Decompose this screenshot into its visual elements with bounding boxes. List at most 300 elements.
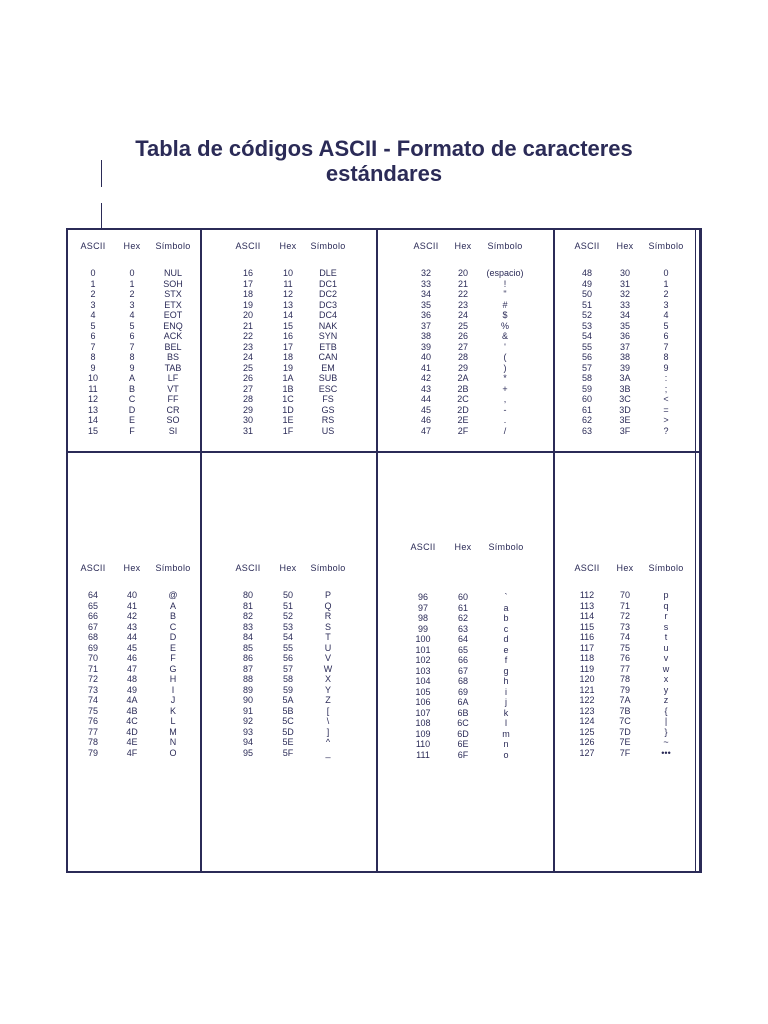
column-header-ascii-code: ASCII (574, 563, 600, 573)
hex-code-cell: 16 (282, 331, 293, 341)
symbol-cell: DC1 (318, 278, 337, 289)
margin-mark-top (101, 160, 102, 187)
symbol-cell: ' (504, 341, 506, 352)
ascii-code-cell: 10 (87, 373, 98, 383)
column-symbol (298, 590, 358, 758)
hex-code-cell: 66 (457, 655, 468, 665)
hex-code-cell: 10 (282, 268, 293, 278)
symbol-cell: s (663, 621, 669, 632)
hex-code-cell: 3B (619, 383, 631, 394)
column-header-hex-code: Hex (616, 563, 634, 573)
ascii-code-cell: 42 (420, 373, 431, 383)
symbol-cell: SOH (163, 278, 183, 289)
column-header-ascii-code: ASCII (574, 241, 600, 251)
ascii-code-cell: 101 (415, 644, 431, 655)
column-header-hex-code: Hex (279, 563, 297, 573)
ascii-code-cell: 22 (242, 331, 253, 341)
hex-code-cell: 68 (457, 676, 468, 686)
column-header-ascii-code: ASCII (80, 563, 106, 573)
ascii-code-cell: 11 (88, 383, 98, 394)
symbol-cell: 1 (663, 278, 669, 289)
symbol-cell: $ (502, 310, 508, 320)
ascii-code-cell: 53 (581, 320, 592, 331)
symbol-cell: * (503, 373, 507, 383)
ascii-code-cell: 16 (242, 268, 253, 278)
ascii-code-cell: 5 (90, 320, 96, 331)
symbol-cell: W (323, 663, 333, 674)
ascii-code-cell: 80 (242, 590, 253, 600)
column-header-symbol: Símbolo (310, 563, 346, 573)
symbol-cell: w (662, 663, 670, 674)
symbol-cell: Y (324, 684, 331, 695)
symbol-cell: 9 (663, 362, 669, 373)
symbol-cell: DC4 (318, 310, 337, 320)
ascii-code-cell: 41 (420, 362, 431, 373)
ascii-code-cell: 93 (242, 726, 253, 737)
hex-code-cell: C (128, 394, 136, 404)
ascii-code-cell: 7 (90, 341, 96, 352)
symbol-cell: 5 (663, 320, 669, 331)
symbol-cell: VT (167, 383, 179, 394)
hex-code-cell: 13 (282, 299, 293, 310)
hex-code-cell: 41 (126, 600, 137, 611)
symbol-cell: } (664, 726, 668, 737)
symbol-cell: 7 (663, 341, 669, 352)
hex-code-cell: 18 (282, 352, 293, 362)
ascii-code-cell: 61 (581, 404, 592, 415)
symbol-cell: SUB (318, 373, 338, 383)
symbol-cell: r (664, 611, 668, 621)
column-header-symbol: Símbolo (310, 241, 346, 251)
symbol-cell: ••• (661, 747, 671, 758)
ascii-code-cell: 40 (420, 352, 431, 362)
table-col-divider-2 (376, 228, 378, 873)
hex-code-cell: 11 (283, 278, 293, 289)
ascii-code-cell: 52 (581, 310, 592, 320)
ascii-code-cell: 127 (579, 747, 595, 758)
hex-code-cell: 50 (282, 590, 293, 600)
ascii-code-cell: 119 (579, 663, 595, 674)
ascii-code-cell: 115 (579, 621, 595, 632)
ascii-code-cell: 85 (242, 642, 253, 653)
hex-code-cell: 4E (126, 737, 138, 747)
symbol-cell: CR (166, 404, 180, 415)
symbol-cell: US (321, 425, 335, 436)
ascii-code-cell: 104 (415, 676, 431, 686)
symbol-cell: T (325, 632, 331, 642)
ascii-code-cell: 13 (87, 404, 98, 415)
column-symbol (298, 268, 358, 436)
symbol-cell: " (503, 289, 507, 299)
symbol-cell: ENQ (163, 320, 183, 331)
hex-code-cell: A (128, 373, 135, 383)
hex-code-cell: 22 (457, 289, 468, 299)
symbol-cell: b (503, 613, 509, 623)
hex-code-cell: 24 (457, 310, 468, 320)
ascii-code-cell: 54 (581, 331, 592, 341)
symbol-cell: C (169, 621, 177, 632)
column-header-symbol: Símbolo (155, 563, 191, 573)
ascii-code-cell: 95 (242, 747, 253, 758)
hex-code-cell: 29 (457, 362, 468, 373)
symbol-cell: ? (663, 425, 669, 436)
hex-code-cell: 33 (619, 299, 630, 310)
hex-code-cell: 3D (619, 404, 631, 415)
ascii-code-cell: 77 (87, 726, 98, 737)
ascii-code-cell: 28 (242, 394, 253, 404)
hex-code-cell: 77 (619, 663, 630, 674)
symbol-cell: ] (326, 726, 330, 737)
hex-code-cell: 5A (282, 695, 294, 705)
ascii-code-cell: 68 (87, 632, 98, 642)
hex-code-cell: 5F (282, 747, 294, 758)
symbol-cell: S (324, 621, 331, 632)
hex-code-cell: 21 (457, 278, 468, 289)
ascii-code-cell: 86 (242, 653, 253, 663)
column-header-hex-code: Hex (123, 563, 141, 573)
hex-code-cell: 4F (126, 747, 138, 758)
hex-code-cell: 57 (282, 663, 293, 674)
ascii-code-cell: 32 (420, 268, 431, 278)
column-symbol (636, 268, 696, 436)
symbol-cell: J (170, 695, 176, 705)
hex-code-cell: 26 (457, 331, 468, 341)
hex-code-cell: 1D (282, 404, 294, 415)
hex-code-cell: 58 (282, 674, 293, 684)
symbol-cell: M (169, 726, 177, 737)
hex-code-cell: 6D (457, 728, 469, 739)
ascii-code-cell: 65 (87, 600, 98, 611)
hex-code-cell: 37 (619, 341, 630, 352)
symbol-cell: a (503, 602, 509, 613)
symbol-cell: m (502, 728, 510, 739)
ascii-code-cell: 109 (415, 728, 431, 739)
hex-code-cell: 17 (282, 341, 293, 352)
ascii-code-cell: 44 (420, 394, 431, 404)
ascii-code-cell: 71 (87, 663, 98, 674)
symbol-cell: Z (325, 695, 331, 705)
symbol-cell: R (324, 611, 332, 621)
ascii-code-cell: 87 (242, 663, 253, 674)
symbol-cell: o (503, 749, 509, 760)
symbol-cell: FS (322, 394, 334, 404)
hex-code-cell: 7 (129, 341, 135, 352)
hex-code-cell: 54 (282, 632, 293, 642)
hex-code-cell: 2F (457, 425, 469, 436)
ascii-code-cell: 76 (87, 716, 98, 726)
ascii-code-cell: 69 (87, 642, 98, 653)
hex-code-cell: 31 (619, 278, 630, 289)
symbol-cell: ` (504, 592, 508, 602)
hex-code-cell: 12 (282, 289, 293, 299)
symbol-cell: ACK (163, 331, 183, 341)
symbol-cell: 8 (663, 352, 669, 362)
symbol-cell: H (169, 674, 177, 684)
symbol-cell: LF (167, 373, 179, 383)
hex-code-cell: 1B (282, 383, 294, 394)
ascii-code-cell: 23 (242, 341, 253, 352)
hex-code-cell: 52 (282, 611, 293, 621)
ascii-code-cell: 78 (87, 737, 98, 747)
hex-code-cell: 59 (282, 684, 293, 695)
hex-code-cell: 8 (129, 352, 135, 362)
symbol-cell: + (502, 383, 508, 394)
hex-code-cell: 78 (619, 674, 630, 684)
hex-code-cell: 74 (619, 632, 630, 642)
hex-code-cell: 39 (619, 362, 630, 373)
ascii-code-cell: 46 (420, 415, 431, 425)
column-header-hex-code: Hex (279, 241, 297, 251)
ascii-code-cell: 19 (242, 299, 253, 310)
ascii-code-cell: 81 (242, 600, 253, 611)
symbol-cell: v (663, 653, 669, 663)
symbol-cell: , (503, 394, 507, 404)
symbol-cell: L (170, 716, 176, 726)
hex-code-cell: 62 (457, 613, 468, 623)
symbol-cell: SYN (318, 331, 338, 341)
hex-code-cell: 0 (129, 268, 135, 278)
hex-code-cell: 3C (619, 394, 631, 404)
column-header-ascii-code: ASCII (235, 563, 261, 573)
hex-code-cell: 25 (457, 320, 468, 331)
symbol-cell: 3 (663, 299, 669, 310)
hex-code-cell: 1A (282, 373, 294, 383)
hex-code-cell: 6A (457, 697, 469, 707)
ascii-code-cell: 103 (415, 665, 431, 676)
symbol-cell: O (169, 747, 177, 758)
hex-code-cell: 5E (282, 737, 294, 747)
symbol-cell: DLE (319, 268, 337, 278)
symbol-cell: ^ (325, 737, 331, 747)
symbol-cell: I (171, 684, 175, 695)
hex-code-cell: 70 (619, 590, 630, 600)
ascii-code-cell: 38 (420, 331, 431, 341)
symbol-cell: EOT (163, 310, 183, 320)
hex-code-cell: 35 (619, 320, 630, 331)
ascii-code-cell: 117 (579, 642, 595, 653)
hex-code-cell: 4C (126, 716, 138, 726)
symbol-cell: GS (321, 404, 335, 415)
table-row-divider (66, 451, 702, 453)
symbol-cell: B (169, 611, 176, 621)
hex-code-cell: 75 (619, 642, 630, 653)
hex-code-cell: 42 (126, 611, 137, 621)
table-border-right (699, 228, 702, 873)
hex-code-cell: 65 (457, 644, 468, 655)
column-header-ascii-code: ASCII (410, 542, 436, 552)
hex-code-cell: E (128, 415, 135, 425)
ascii-code-cell: 14 (87, 415, 98, 425)
hex-code-cell: 1E (282, 415, 294, 425)
hex-code-cell: 63 (457, 623, 468, 634)
ascii-code-cell: 64 (87, 590, 98, 600)
column-header-symbol: Símbolo (155, 241, 191, 251)
symbol-cell: | (664, 716, 668, 726)
hex-code-cell: 44 (126, 632, 137, 642)
symbol-cell: e (503, 644, 509, 655)
ascii-code-cell: 83 (242, 621, 253, 632)
ascii-code-cell: 39 (420, 341, 431, 352)
table-border-bottom (66, 871, 702, 873)
ascii-code-cell: 35 (420, 299, 431, 310)
hex-code-cell: 4B (126, 705, 138, 716)
symbol-cell: f (504, 655, 508, 665)
symbol-cell: - (503, 404, 507, 415)
hex-code-cell: 40 (126, 590, 137, 600)
ascii-code-cell: 122 (579, 695, 595, 705)
symbol-cell: h (503, 676, 509, 686)
hex-code-cell: 30 (619, 268, 630, 278)
ascii-code-cell: 2 (90, 289, 96, 299)
symbol-cell: Q (324, 600, 332, 611)
ascii-code-cell: 48 (581, 268, 592, 278)
hex-code-cell: 2 (129, 289, 135, 299)
symbol-cell: V (324, 653, 331, 663)
hex-code-cell: 15 (282, 320, 293, 331)
hex-code-cell: 51 (282, 600, 293, 611)
symbol-cell: n (503, 739, 509, 749)
column-header-ascii-code: ASCII (80, 241, 106, 251)
symbol-cell: ETX (164, 299, 182, 310)
ascii-code-cell: 0 (90, 268, 96, 278)
ascii-code-cell: 125 (579, 726, 595, 737)
ascii-code-cell: 106 (415, 697, 431, 707)
ascii-code-cell: 89 (242, 684, 253, 695)
symbol-cell: SO (166, 415, 180, 425)
symbol-cell: \ (326, 716, 330, 726)
hex-code-cell: F (129, 425, 135, 436)
hex-code-cell: 45 (126, 642, 137, 653)
hex-code-cell: 2E (457, 415, 469, 425)
symbol-cell: TAB (164, 362, 182, 373)
column-header-ascii-code: ASCII (413, 241, 439, 251)
symbol-cell: z (663, 695, 669, 705)
ascii-code-cell: 112 (579, 590, 595, 600)
page-title (0, 136, 768, 186)
symbol-cell: c (503, 623, 509, 634)
ascii-code-cell: 91 (242, 705, 253, 716)
ascii-code-cell: 8 (90, 352, 96, 362)
hex-code-cell: 2C (457, 394, 469, 404)
column-header-symbol: Símbolo (648, 241, 684, 251)
symbol-cell: N (169, 737, 177, 747)
hex-code-cell: 47 (126, 663, 137, 674)
symbol-cell: # (502, 299, 508, 310)
symbol-cell: F (170, 653, 176, 663)
hex-code-cell: 6E (457, 739, 469, 749)
symbol-cell: < (663, 394, 669, 404)
hex-code-cell: 20 (457, 268, 468, 278)
symbol-cell: y (663, 684, 669, 695)
table-border-top (66, 228, 702, 230)
hex-code-cell: 61 (457, 602, 468, 613)
symbol-cell: CAN (318, 352, 338, 362)
ascii-code-cell: 98 (417, 613, 428, 623)
hex-code-cell: 79 (619, 684, 630, 695)
hex-code-cell: 56 (282, 653, 293, 663)
hex-code-cell: 32 (619, 289, 630, 299)
hex-code-cell: 4A (126, 695, 138, 705)
column-header-hex-code: Hex (616, 241, 634, 251)
symbol-cell: X (324, 674, 331, 684)
hex-code-cell: 55 (282, 642, 293, 653)
hex-code-cell: 5D (282, 726, 294, 737)
column-header-symbol: Símbolo (488, 542, 524, 552)
hex-code-cell: 3E (619, 415, 631, 425)
ascii-code-cell: 34 (420, 289, 431, 299)
symbol-cell: x (663, 674, 669, 684)
ascii-code-cell: 33 (420, 278, 431, 289)
ascii-code-cell: 107 (415, 707, 431, 718)
ascii-code-cell: 82 (242, 611, 253, 621)
symbol-cell: ( (503, 352, 507, 362)
ascii-code-cell: 1 (90, 278, 96, 289)
hex-code-cell: 2D (457, 404, 469, 415)
symbol-cell: j (505, 697, 507, 707)
symbol-cell: 2 (663, 289, 669, 299)
ascii-code-cell: 75 (87, 705, 98, 716)
ascii-code-cell: 111 (416, 749, 430, 760)
column-header-ascii-code: ASCII (235, 241, 261, 251)
symbol-cell: _ (325, 747, 331, 758)
ascii-code-cell: 124 (579, 716, 595, 726)
symbol-cell: ! (503, 278, 507, 289)
hex-code-cell: 5B (282, 705, 294, 716)
hex-code-cell: 7D (619, 726, 631, 737)
column-header-symbol: Símbolo (487, 241, 523, 251)
ascii-code-cell: 60 (581, 394, 592, 404)
ascii-code-cell: 30 (242, 415, 253, 425)
ascii-code-cell: 100 (415, 634, 431, 644)
hex-code-cell: D (128, 404, 136, 415)
symbol-cell: d (503, 634, 509, 644)
symbol-cell: (espacio) (486, 268, 524, 278)
hex-code-cell: 36 (619, 331, 630, 341)
symbol-cell: NUL (163, 268, 182, 278)
symbol-cell: G (169, 663, 177, 674)
column-symbol (636, 590, 696, 758)
symbol-cell: ETB (319, 341, 337, 352)
hex-code-cell: 76 (619, 653, 630, 663)
symbol-cell: { (664, 705, 668, 716)
symbol-cell: k (503, 707, 509, 718)
ascii-code-cell: 51 (581, 299, 592, 310)
hex-code-cell: 5C (282, 716, 294, 726)
ascii-code-cell: 20 (242, 310, 253, 320)
hex-code-cell: 7E (619, 737, 631, 747)
hex-code-cell: 1F (282, 425, 294, 436)
symbol-cell: : (664, 373, 668, 383)
ascii-code-cell: 36 (420, 310, 431, 320)
ascii-code-cell: 25 (242, 362, 253, 373)
symbol-cell: BEL (164, 341, 182, 352)
ascii-code-cell: 59 (581, 383, 592, 394)
hex-code-cell: 2A (457, 373, 469, 383)
hex-code-cell: 7A (619, 695, 631, 705)
column-symbol (475, 268, 535, 436)
column-header-symbol: Símbolo (648, 563, 684, 573)
hex-code-cell: 46 (126, 653, 137, 663)
symbol-cell: STX (164, 289, 182, 299)
ascii-code-cell: 6 (90, 331, 96, 341)
column-header-hex-code: Hex (123, 241, 141, 251)
symbol-cell: RS (321, 415, 335, 425)
ascii-code-cell: 120 (579, 674, 595, 684)
ascii-code-cell: 88 (242, 674, 253, 684)
title-line-2: estándares (325, 161, 443, 186)
hex-code-cell: 43 (126, 621, 137, 632)
column-symbol (476, 592, 536, 760)
